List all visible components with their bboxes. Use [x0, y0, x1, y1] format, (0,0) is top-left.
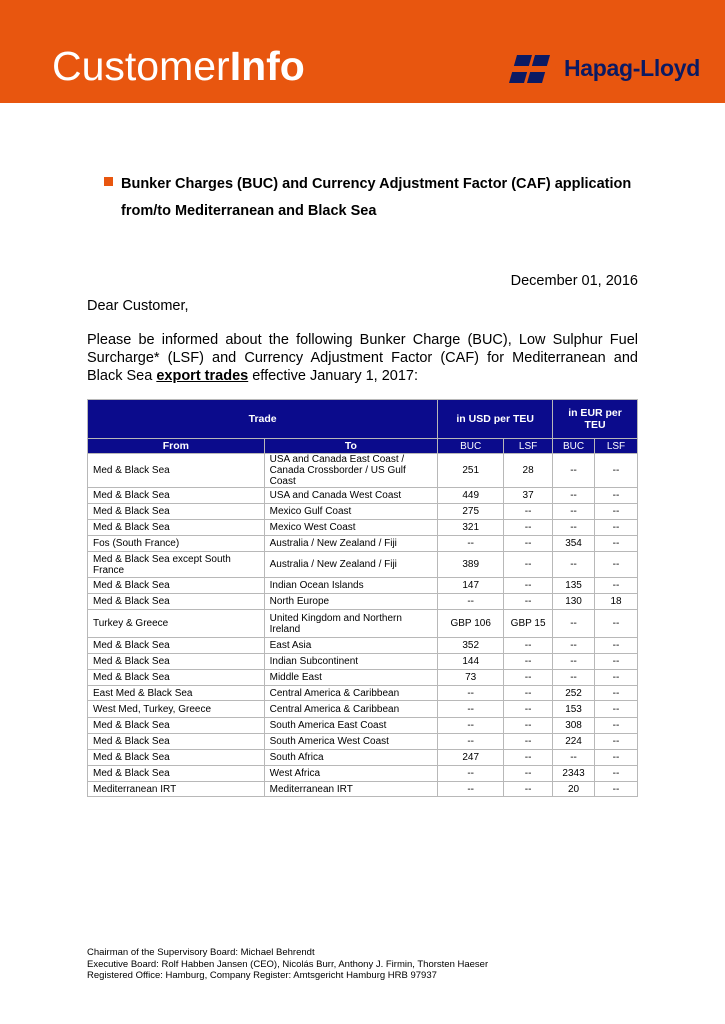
cell-to: North Europe: [264, 594, 438, 610]
cell-usd-buc: --: [438, 594, 504, 610]
cell-to: South America East Coast: [264, 718, 438, 734]
cell-from: Med & Black Sea: [88, 750, 265, 766]
footer-registered-office: Registered Office: Hamburg, Company Register: Amtsgericht Hamburg HRB 97937: [87, 970, 437, 981]
cell-from: Med & Black Sea: [88, 594, 265, 610]
cell-usd-buc: GBP 106: [438, 610, 504, 638]
hapag-lloyd-emblem-icon: [508, 52, 560, 86]
cell-to: USA and Canada East Coast / Canada Crossborder / US Gulf Coast: [264, 454, 438, 488]
table-row: [88, 594, 638, 610]
cell-from: Med & Black Sea except South France: [88, 552, 265, 578]
footer-executive-board: Executive Board: Rolf Habben Jansen (CEO), Nicolás Burr, Anthony J. Firmin, Thorsten Haeser: [87, 958, 489, 970]
table-row: [88, 734, 638, 750]
cell-eur-lsf: --: [595, 686, 638, 701]
cell-usd-buc: --: [438, 782, 504, 797]
cell-eur-buc: 135: [553, 578, 595, 594]
cell-to: South Africa: [264, 750, 438, 766]
cell-eur-buc: --: [553, 670, 595, 686]
customer-info-title: [52, 42, 305, 90]
cell-eur-lsf: --: [595, 638, 638, 654]
subject-heading: [104, 171, 664, 225]
cell-eur-buc: 2343: [553, 766, 595, 782]
cell-to: Australia / New Zealand / Fiji: [264, 552, 438, 578]
cell-to: Central America & Caribbean: [264, 701, 438, 718]
cell-eur-buc: --: [553, 504, 595, 520]
header-trade: Trade: [88, 400, 438, 439]
cell-usd-buc: --: [438, 536, 504, 552]
cell-to: USA and Canada West Coast: [264, 488, 438, 504]
header-eur: in EUR per TEU: [553, 400, 638, 439]
cell-usd-lsf: --: [504, 670, 553, 686]
cell-from: East Med & Black Sea: [88, 686, 265, 701]
cell-eur-buc: --: [553, 610, 595, 638]
cell-from: Fos (South France): [88, 536, 265, 552]
title-light: Customer: [52, 43, 230, 89]
cell-usd-buc: 144: [438, 654, 504, 670]
cell-to: Mexico West Coast: [264, 520, 438, 536]
cell-eur-lsf: --: [595, 670, 638, 686]
table-row: [88, 766, 638, 782]
table-row: [88, 610, 638, 638]
table-row: [88, 552, 638, 578]
subject-line-2: from/to Mediterranean and Black Sea: [121, 203, 377, 219]
cell-usd-lsf: --: [504, 750, 553, 766]
cell-usd-lsf: --: [504, 734, 553, 750]
cell-usd-lsf: --: [504, 504, 553, 520]
table-row: [88, 578, 638, 594]
table-row: [88, 701, 638, 718]
cell-usd-buc: 147: [438, 578, 504, 594]
cell-eur-buc: --: [553, 454, 595, 488]
cell-usd-buc: 275: [438, 504, 504, 520]
table-row: [88, 536, 638, 552]
cell-usd-buc: 251: [438, 454, 504, 488]
cell-usd-lsf: --: [504, 578, 553, 594]
cell-eur-lsf: --: [595, 654, 638, 670]
cell-usd-lsf: --: [504, 552, 553, 578]
cell-eur-lsf: --: [595, 750, 638, 766]
cell-eur-buc: --: [553, 488, 595, 504]
cell-usd-buc: 247: [438, 750, 504, 766]
cell-eur-buc: --: [553, 520, 595, 536]
cell-eur-buc: 308: [553, 718, 595, 734]
cell-to: West Africa: [264, 766, 438, 782]
cell-eur-buc: 130: [553, 594, 595, 610]
cell-eur-buc: --: [553, 552, 595, 578]
cell-from: Med & Black Sea: [88, 504, 265, 520]
cell-usd-buc: 449: [438, 488, 504, 504]
cell-usd-lsf: --: [504, 536, 553, 552]
letter-date: December 01, 2016: [510, 273, 638, 289]
cell-from: Med & Black Sea: [88, 670, 265, 686]
cell-eur-buc: 20: [553, 782, 595, 797]
cell-from: West Med, Turkey, Greece: [88, 701, 265, 718]
cell-usd-lsf: --: [504, 594, 553, 610]
cell-eur-buc: 252: [553, 686, 595, 701]
cell-from: Med & Black Sea: [88, 638, 265, 654]
cell-eur-lsf: --: [595, 488, 638, 504]
col-from: From: [88, 439, 265, 454]
table-row: [88, 750, 638, 766]
table-row: [88, 686, 638, 701]
hapag-lloyd-logo: [508, 52, 708, 86]
cell-eur-lsf: --: [595, 520, 638, 536]
cell-eur-lsf: --: [595, 734, 638, 750]
cell-from: Turkey & Greece: [88, 610, 265, 638]
col-to: To: [264, 439, 438, 454]
cell-eur-lsf: --: [595, 766, 638, 782]
cell-to: Mexico Gulf Coast: [264, 504, 438, 520]
cell-eur-buc: 224: [553, 734, 595, 750]
cell-to: Australia / New Zealand / Fiji: [264, 536, 438, 552]
cell-from: Med & Black Sea: [88, 734, 265, 750]
cell-usd-lsf: --: [504, 520, 553, 536]
table-row: [88, 454, 638, 488]
cell-usd-lsf: --: [504, 782, 553, 797]
cell-usd-buc: --: [438, 686, 504, 701]
cell-to: East Asia: [264, 638, 438, 654]
subject-line-1: Bunker Charges (BUC) and Currency Adjustment Factor (CAF) application: [121, 176, 632, 192]
intro-paragraph: [87, 331, 638, 385]
cell-from: Med & Black Sea: [88, 488, 265, 504]
cell-eur-buc: --: [553, 654, 595, 670]
cell-eur-lsf: --: [595, 454, 638, 488]
header-banner: [0, 0, 725, 103]
cell-to: Indian Subcontinent: [264, 654, 438, 670]
cell-usd-buc: 352: [438, 638, 504, 654]
cell-to: Indian Ocean Islands: [264, 578, 438, 594]
cell-usd-buc: --: [438, 766, 504, 782]
square-bullet-icon: [104, 177, 113, 186]
cell-to: Central America & Caribbean: [264, 686, 438, 701]
cell-eur-buc: 354: [553, 536, 595, 552]
cell-to: South America West Coast: [264, 734, 438, 750]
cell-eur-lsf: --: [595, 701, 638, 718]
cell-usd-buc: --: [438, 701, 504, 718]
cell-usd-lsf: GBP 15: [504, 610, 553, 638]
title-bold: Info: [229, 43, 305, 89]
cell-eur-lsf: --: [595, 578, 638, 594]
intro-text-start: Please be informed about the following Bunker Charge (BUC), Low Sulphur Fuel Surcharge* (LSF) and Currency Adjustment Factor (CAF) for Mediterranean and Black Sea: [87, 332, 638, 384]
rates-table: [87, 399, 638, 797]
cell-usd-lsf: --: [504, 654, 553, 670]
cell-usd-lsf: --: [504, 701, 553, 718]
cell-eur-lsf: --: [595, 718, 638, 734]
cell-usd-buc: --: [438, 734, 504, 750]
cell-from: Med & Black Sea: [88, 454, 265, 488]
cell-usd-buc: --: [438, 718, 504, 734]
cell-usd-lsf: --: [504, 766, 553, 782]
table-row: [88, 488, 638, 504]
cell-eur-lsf: --: [595, 610, 638, 638]
cell-eur-lsf: --: [595, 536, 638, 552]
cell-from: Med & Black Sea: [88, 766, 265, 782]
cell-eur-buc: --: [553, 638, 595, 654]
cell-usd-lsf: --: [504, 718, 553, 734]
cell-usd-lsf: 28: [504, 454, 553, 488]
cell-to: United Kingdom and Northern Ireland: [264, 610, 438, 638]
cell-usd-lsf: --: [504, 638, 553, 654]
table-row: [88, 718, 638, 734]
cell-usd-buc: 321: [438, 520, 504, 536]
col-usd-lsf: LSF: [504, 439, 553, 454]
cell-eur-lsf: 18: [595, 594, 638, 610]
footer-chairman: Chairman of the Supervisory Board: Michael Behrendt: [87, 947, 315, 958]
table-row: [88, 638, 638, 654]
cell-eur-lsf: --: [595, 504, 638, 520]
cell-eur-lsf: --: [595, 552, 638, 578]
cell-from: Med & Black Sea: [88, 718, 265, 734]
letter-greeting: Dear Customer,: [87, 298, 189, 314]
cell-usd-buc: 73: [438, 670, 504, 686]
rates-table-body: [88, 454, 638, 797]
brand-name: Hapag-Lloyd: [564, 55, 700, 81]
col-eur-lsf: LSF: [595, 439, 638, 454]
col-usd-buc: BUC: [438, 439, 504, 454]
cell-from: Med & Black Sea: [88, 578, 265, 594]
cell-from: Mediterranean IRT: [88, 782, 265, 797]
cell-eur-buc: --: [553, 750, 595, 766]
cell-to: Mediterranean IRT: [264, 782, 438, 797]
cell-to: Middle East: [264, 670, 438, 686]
col-eur-buc: BUC: [553, 439, 595, 454]
cell-from: Med & Black Sea: [88, 520, 265, 536]
cell-eur-lsf: --: [595, 782, 638, 797]
table-row: [88, 782, 638, 797]
export-trades-emphasis: export trades: [156, 368, 249, 384]
cell-from: Med & Black Sea: [88, 654, 265, 670]
table-row: [88, 670, 638, 686]
cell-eur-buc: 153: [553, 701, 595, 718]
table-row: [88, 654, 638, 670]
table-row: [88, 504, 638, 520]
cell-usd-buc: 389: [438, 552, 504, 578]
cell-usd-lsf: --: [504, 686, 553, 701]
header-usd: in USD per TEU: [438, 400, 553, 439]
cell-usd-lsf: 37: [504, 488, 553, 504]
table-row: [88, 520, 638, 536]
footer: [87, 947, 488, 982]
intro-text-end: effective January 1, 2017:: [248, 368, 419, 384]
